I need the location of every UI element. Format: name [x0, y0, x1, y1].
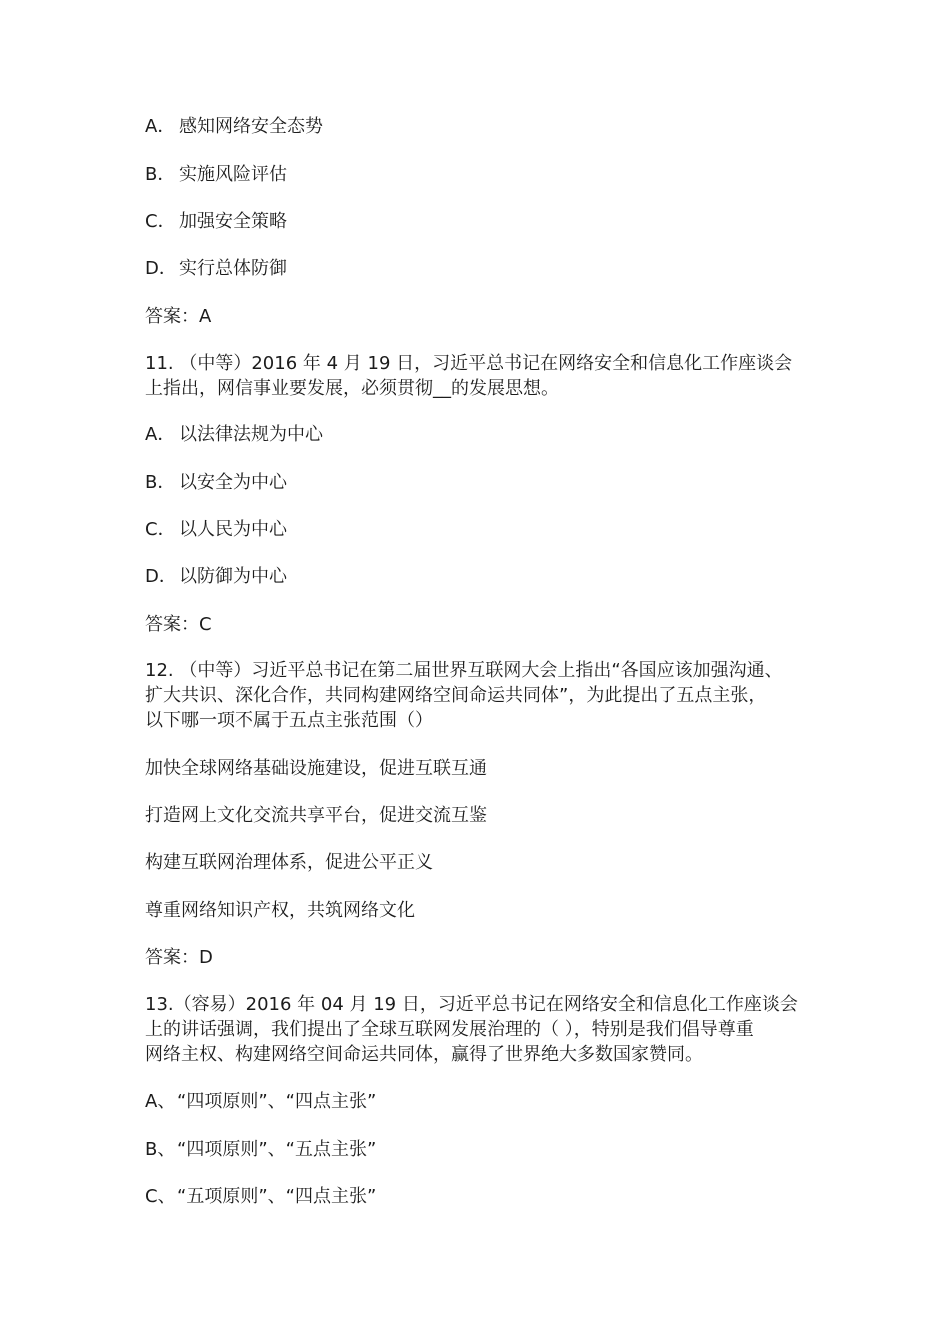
option-text: “五项原则”、“四点主张” [177, 1186, 377, 1207]
option-a [145, 1089, 376, 1114]
question-13-stem-line: 上的讲话强调，我们提出了全球互联网发展治理的（ ），特别是我们倡导尊重 [145, 1019, 754, 1040]
option-c [145, 517, 287, 542]
question-11-stem-line: 上指出，网信事业要发展，必须贯彻__的发展思想。 [145, 378, 559, 399]
answer-line: 答案：D [145, 947, 213, 968]
option-a [145, 114, 323, 139]
option-label: C、 [145, 1186, 176, 1207]
option-c [145, 209, 287, 234]
option-c [145, 1184, 376, 1209]
option-text: 尊重网络知识产权，共筑网络文化 [145, 900, 415, 921]
question-11-stem-line: 11. （中等）2016 年 4 月 19 日，习近平总书记在网络安全和信息化工作座谈会 [145, 353, 793, 374]
option-text: “四项原则”、“四点主张” [177, 1091, 377, 1112]
answer-line: 答案：C [145, 614, 212, 635]
option-label: D． [145, 258, 177, 279]
option-label: B． [145, 472, 176, 493]
question-12-stem-line: 扩大共识、深化合作，共同构建网络空间命运共同体”，为此提出了五点主张， [145, 685, 767, 706]
option-text: 以法律法规为中心 [179, 424, 323, 445]
option-text: 打造网上文化交流共享平台，促进交流互鉴 [145, 805, 487, 826]
option-label: D． [145, 566, 177, 587]
question-13-stem-line: 13.（容易）2016 年 04 月 19 日，习近平总书记在网络安全和信息化工作座谈会 [145, 994, 798, 1015]
answer-line: 答案：A [145, 306, 212, 327]
option-label: A、 [145, 1091, 176, 1112]
question-13-stem-line: 网络主权、构建网络空间命运共同体，赢得了世界绝大多数国家赞同。 [145, 1044, 703, 1065]
option-b [145, 162, 287, 187]
option-text: 加快全球网络基础设施建设，促进互联互通 [145, 758, 487, 779]
option-b [145, 470, 287, 495]
option-text: 以防御为中心 [179, 566, 287, 587]
option-text: “四项原则”、“五点主张” [177, 1139, 377, 1160]
option-text: 以人民为中心 [179, 519, 287, 540]
option-label: A． [145, 116, 176, 137]
option-a [145, 422, 323, 447]
option-d [145, 256, 287, 281]
option-label: C． [145, 211, 176, 232]
option-label: A． [145, 424, 176, 445]
option-text: 构建互联网治理体系，促进公平正义 [145, 852, 433, 873]
option-label: B． [145, 164, 176, 185]
option-text: 以安全为中心 [179, 472, 287, 493]
option-text: 感知网络安全态势 [179, 116, 323, 137]
option-label: C． [145, 519, 176, 540]
option-d [145, 564, 287, 589]
question-12-stem-line: 12. （中等）习近平总书记在第二届世界互联网大会上指出“各国应该加强沟通、 [145, 660, 783, 681]
option-label: B、 [145, 1139, 176, 1160]
option-b [145, 1137, 376, 1162]
option-text: 实行总体防御 [179, 258, 287, 279]
option-text: 加强安全策略 [179, 211, 287, 232]
option-text: 实施风险评估 [179, 164, 287, 185]
question-12-stem-line: 以下哪一项不属于五点主张范围（） [145, 710, 433, 731]
